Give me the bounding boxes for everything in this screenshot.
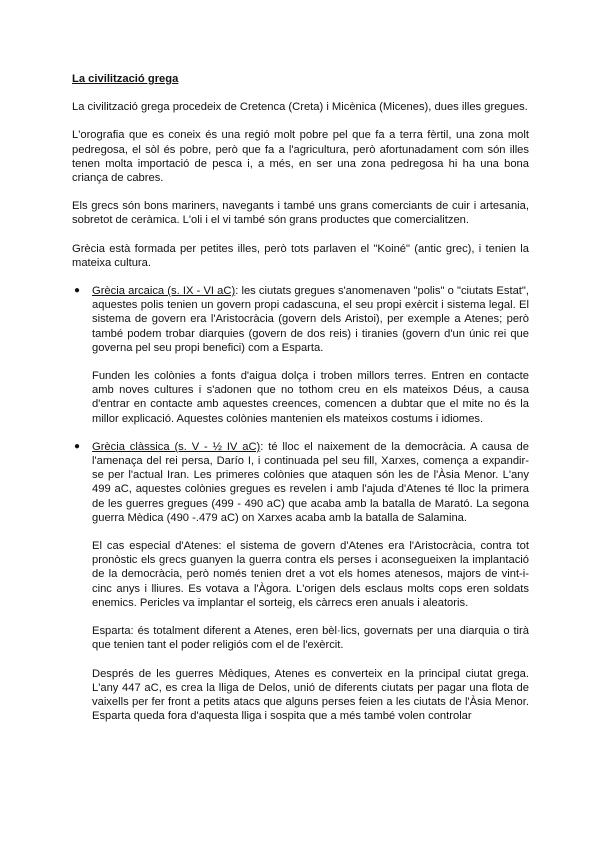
document-page <box>72 72 529 737</box>
classical-delos-paragraph: Després de les guerres Mèdiques, Atenes es converteix en la principal ciutat grega. L'any 447 aC, es crea la lliga de Delos, unió de diferents ciutats per pagar una flota de vaixells per fer front a petits atacs que alguns perses feien a les ciutats de l'Àsia Menor. Esparta queda fora d'aquesta lliga i sospita que a més també volen controlar <box>92 667 529 723</box>
list-item-classical <box>72 440 529 723</box>
periods-list <box>72 284 529 723</box>
archaic-intro-paragraph <box>92 284 529 355</box>
intro-paragraph-trade: Els grecs són bons mariners, navegants i també uns grans comerciants de cuir i artesania, sobretot de ceràmica. L'oli i el vi també són grans productes que comercialitzen. <box>72 200 529 227</box>
list-item-archaic <box>72 284 529 426</box>
archaic-intro-text: : les ciutats gregues s'anomenaven "polis" o "ciutats Estat", aquestes polis tenien un govern propi cadascuna, el seu propi exèrcit i sistema legal. El sistema de govern era l'Aristocràcia (govern dels Aristoi), per exemple a Atenes; però també podem trobar diarquies (govern de dos reis) i tiranies (govern d'un únic rei que governa pel seu propi benefici) com a Esparta. <box>92 285 529 354</box>
classical-athens-paragraph: El cas especial d'Atenes: el sistema de govern d'Atenes era l'Aristocràcia, contra tot pronòstic els grecs guanyen la guerra contra els perses i aconsegueixen la implantació de la democràcia, però només tenien dret a vot els homes atenesos, majors de vint-i-cinc anys i lliures. Es votava a l'Àgora. L'origen dels esclaus molts cops eren soldats enemics. Pericles va implantar el sorteig, els càrrecs eren anuals i aleatoris. <box>92 540 529 609</box>
page-title: La civilització grega <box>72 73 179 85</box>
bullet-icon: ● <box>74 440 81 452</box>
intro-paragraph-origin: La civilització grega procedeix de Cretenca (Creta) i Micènica (Micenes), dues illes gregues. <box>72 101 528 114</box>
classical-intro-text: : té lloc el naixement de la democràcia. A causa de l'amenaça del rei persa, Darío I, i continuada pel seu fill, Xarxes, comença a expandir-se per l'actual Iran. Les primeres colònies que ataquen són les de l'Àsia Menor. L'any 499 aC, aquestes colònies gregues es revelen i amb l'ajuda d'Atenes té lloc la primera de les guerres gregues (499 - 490 aC) que acaba amb la batalla de Marató. La segona guerra Mèdica (490 -.479 aC) on Xarxes acaba amb la batalla de Salamina. <box>92 440 529 524</box>
classical-intro-paragraph <box>92 440 529 525</box>
classical-sparta-paragraph: Esparta: és totalment diferent a Atenes, eren bèl·lics, governats per una diarquia o tirà que tenien tant el poder religiós com el de l'exèrcit. <box>92 625 529 652</box>
period-label-classical: Grècia clàssica (s. V - ½ IV aC) <box>92 440 261 453</box>
intro-paragraph-culture: Grècia està formada per petites illes, però tots parlaven el "Koiné" (antic grec), i tenien la mateixa cultura. <box>72 242 529 269</box>
intro-paragraph-orography: L'orografia que es coneix és una regió molt pobre pel que fa a terra fèrtil, una zona molt pedregosa, el sòl és pobre, però que fa a l'agricultura, però afortunadament com són illes tenen molta importació de pesca i, a més, en ser una zona pedregosa hi ha una bona criança de cabres. <box>72 129 529 185</box>
period-label-archaic: Grècia arcaica (s. IX - VI aC) <box>92 285 236 298</box>
archaic-colonies-paragraph: Funden les colònies a fonts d'aigua dolça i troben millors terres. Entren en contacte amb noves cultures i s'adonen que no tothom creu en els mateixos Déus, a causa d'entrar en contacte amb aquestes creences, comencen a dubtar que el mite no és la millor explicació. Aquestes colònies mantenien els mateixos costums i idiomes. <box>92 370 529 425</box>
bullet-icon: ● <box>74 285 81 297</box>
